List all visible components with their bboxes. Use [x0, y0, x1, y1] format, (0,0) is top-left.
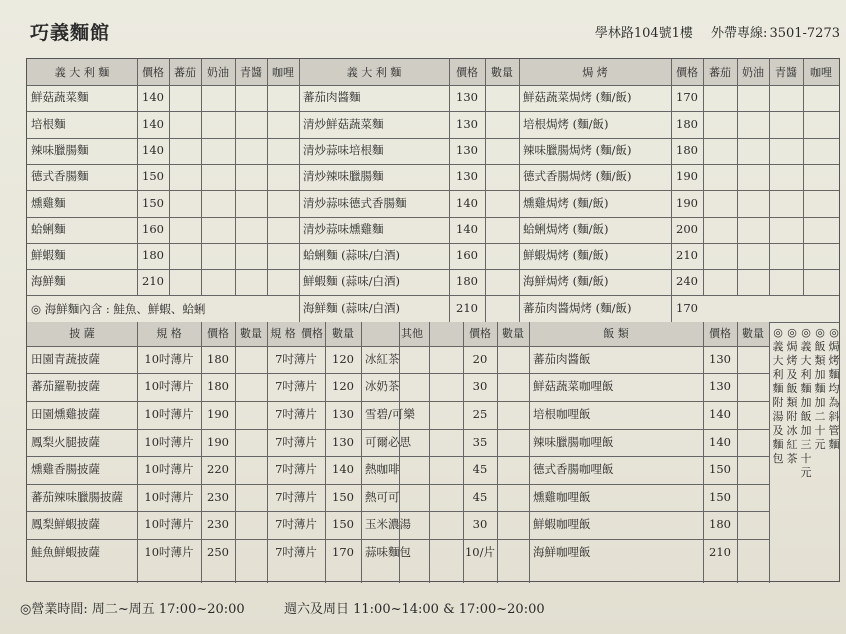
pasta2-header-1: 價格 [449, 59, 485, 85]
pizza-header-1: 規 格 [137, 322, 201, 346]
pizza-item-price-10: 230 [207, 517, 229, 532]
other-item-name: 冰奶茶 [365, 379, 400, 394]
grid-line [27, 295, 839, 296]
pizza-item-spec-10: 10吋薄片 [144, 379, 194, 394]
other-header-1: 價格 [463, 322, 497, 346]
pizza-item-price-7: 170 [332, 544, 354, 559]
rice-item-name: 辣味臘腸咖哩飯 [533, 434, 614, 449]
rice-item-name: 海鮮咖哩飯 [533, 544, 591, 559]
gratin-item-price: 240 [676, 274, 698, 289]
other-item-price: 45 [472, 489, 488, 504]
service-note: ◎義大利麵加飯加三十元 [800, 325, 812, 479]
gratin-item-price: 210 [676, 248, 698, 263]
pizza-item-spec-10: 10吋薄片 [144, 544, 194, 559]
gratin-header-2: 蕃茄 [703, 59, 737, 85]
grid-line [703, 59, 704, 295]
gratin-header-3: 奶油 [737, 59, 769, 85]
pasta2-item-price: 180 [456, 274, 478, 289]
pasta1-header-2: 蕃茄 [169, 59, 201, 85]
pizza-item-spec-10: 10吋薄片 [144, 406, 194, 421]
gratin-item-name: 燻雞焗烤 (麵/飯) [523, 195, 609, 210]
gratin-item-price: 180 [676, 116, 698, 131]
pizza-header-4: 規 格 [267, 322, 299, 346]
grid-line [803, 59, 804, 295]
rice-header-0: 飯 類 [529, 322, 703, 346]
pasta2-item-name: 鮮蝦麵 (蒜味/白酒) [303, 274, 401, 289]
gratin-item-name: 辣味臘腸焗烤 (麵/飯) [523, 142, 632, 157]
shop-name: 巧義麵館 [30, 22, 111, 44]
pasta1-header-4: 青醬 [235, 59, 267, 85]
phone-number: 3501-7273 [769, 26, 840, 41]
grid-line [27, 85, 839, 86]
gratin-item-price: 190 [676, 195, 698, 210]
rice-item-price: 140 [709, 434, 731, 449]
pasta1-header-1: 價格 [137, 59, 169, 85]
grid-line [399, 322, 400, 583]
pasta1-item-price: 150 [142, 195, 164, 210]
pizza-item-spec-7: 7吋薄片 [275, 489, 317, 504]
grid-line [529, 322, 530, 583]
pizza-item-price-10: 180 [207, 379, 229, 394]
gratin-item-name: 鮮蝦焗烤 (麵/飯) [523, 248, 609, 263]
pasta1-header-5: 咖哩 [267, 59, 299, 85]
pasta2-item-name: 清炒蒜味燻雞麵 [303, 221, 384, 236]
pasta2-item-price: 130 [456, 169, 478, 184]
service-note: ◎焗烤麵均為斜管麵 [828, 325, 840, 451]
rice-item-price: 150 [709, 489, 731, 504]
grid-line [27, 346, 769, 347]
grid-line [519, 59, 520, 322]
hours-weekend: 週六及周日 11:00~14:00 & 17:00~20:00 [284, 602, 545, 617]
pasta2-item-name: 清炒鮮菇蔬菜麵 [303, 116, 384, 131]
pizza-item-name: 蕃茄羅勒披薩 [31, 379, 100, 394]
pizza-item-spec-10: 10吋薄片 [144, 351, 194, 366]
rice-item-name: 培根咖哩飯 [533, 406, 591, 421]
rice-item-name: 蕃茄肉醬飯 [533, 351, 591, 366]
pizza-item-spec-7: 7吋薄片 [275, 351, 317, 366]
pasta1-item-price: 180 [142, 248, 164, 263]
grid-line [27, 484, 769, 485]
pizza-item-name: 鳳梨火腿披薩 [31, 434, 100, 449]
pizza-item-name: 鳳梨鮮蝦披薩 [31, 517, 100, 532]
shop-address: 學林路104號1樓 [594, 26, 693, 41]
other-item-name: 玉米濃湯 [365, 517, 411, 532]
gratin-header-1: 價格 [671, 59, 703, 85]
gratin-item-name: 蛤蜊焗烤 (麵/飯) [523, 221, 609, 236]
grid-line [463, 322, 464, 583]
pasta2-item-price: 130 [456, 142, 478, 157]
pasta1-item-name: 德式香腸麵 [31, 169, 89, 184]
pizza-item-spec-10: 10吋薄片 [144, 434, 194, 449]
gratin-item-name: 德式香腸焗烤 (麵/飯) [523, 169, 632, 184]
pasta1-item-name: 鮮蝦麵 [31, 248, 66, 263]
grid-line [27, 164, 839, 165]
grid-line [27, 269, 839, 270]
grid-line [27, 243, 839, 244]
pizza-item-spec-7: 7吋薄片 [275, 406, 317, 421]
grid-line [27, 511, 769, 512]
grid-line [267, 322, 268, 583]
gratin-header-5: 咖哩 [803, 59, 839, 85]
other-item-name: 雪碧/可樂 [365, 406, 415, 421]
grid-line [27, 456, 769, 457]
pasta1-item-price: 160 [142, 221, 164, 236]
pasta1-item-price: 140 [142, 116, 164, 131]
rice-item-price: 180 [709, 517, 731, 532]
pizza-item-name: 田園青蔬披薩 [31, 351, 100, 366]
pasta2-item-price: 210 [456, 300, 478, 315]
gratin-item-name: 鮮菇蔬菜焗烤 (麵/飯) [523, 90, 632, 105]
other-item-name: 可爾必思 [365, 434, 411, 449]
pasta1-item-name: 燻雞麵 [31, 195, 66, 210]
grid-line [27, 138, 839, 139]
gratin-item-name: 海鮮焗烤 (麵/飯) [523, 274, 609, 289]
pizza-item-price-10: 190 [207, 406, 229, 421]
pasta1-item-name: 培根麵 [31, 116, 66, 131]
pizza-header-2: 價格 [201, 322, 235, 346]
pasta2-item-price: 140 [456, 221, 478, 236]
pasta1-item-name: 辣味臘腸麵 [31, 142, 89, 157]
grid-line [235, 322, 236, 583]
grid-line [27, 401, 769, 402]
pizza-item-spec-7: 7吋薄片 [275, 462, 317, 477]
pizza-header-6: 數量 [325, 322, 361, 346]
pasta1-item-name: 海鮮麵 [31, 274, 66, 289]
gratin-item-name: 培根焗烤 (麵/飯) [523, 116, 609, 131]
rice-item-name: 燻雞咖哩飯 [533, 489, 591, 504]
pizza-item-name: 蕃茄辣味臘腸披薩 [31, 489, 123, 504]
other-item-price: 20 [472, 351, 488, 366]
pasta2-item-price: 140 [456, 195, 478, 210]
grid-line [449, 59, 450, 322]
gratin-header-4: 青醬 [769, 59, 803, 85]
grid-line [485, 59, 486, 322]
grid-line [497, 322, 498, 583]
pizza-item-name: 燻雞香腸披薩 [31, 462, 100, 477]
other-item-name: 蒜味麵包 [365, 544, 411, 559]
rice-item-price: 130 [709, 379, 731, 394]
pasta1-item-name: 蛤蜊麵 [31, 221, 66, 236]
pizza-item-price-7: 130 [332, 434, 354, 449]
grid-line [137, 322, 138, 583]
pasta1-item-price: 150 [142, 169, 164, 184]
rice-item-name: 德式香腸咖哩飯 [533, 462, 614, 477]
grid-line [201, 322, 202, 583]
other-item-price: 30 [472, 379, 488, 394]
other-header-2: 數量 [497, 322, 529, 346]
gratin-item-price: 180 [676, 142, 698, 157]
pasta1-item-price: 140 [142, 90, 164, 105]
pasta2-item-price: 130 [456, 116, 478, 131]
grid-line [201, 59, 202, 295]
grid-line [703, 322, 704, 583]
gratin-item-name: 蕃茄肉醬焗烤 (麵/飯) [523, 300, 632, 315]
pizza-item-price-7: 140 [332, 462, 354, 477]
gratin-header-0: 焗 烤 [519, 59, 671, 85]
pasta1-note: ◎ 海鮮麵內含 : 鮭魚、鮮蝦、蛤蜊 [31, 301, 206, 316]
pizza-item-price-7: 120 [332, 351, 354, 366]
grid-line [737, 59, 738, 295]
pizza-item-spec-10: 10吋薄片 [144, 462, 194, 477]
pasta1-header-0: 義 大 利 麵 [27, 59, 137, 85]
pizza-item-price-10: 230 [207, 489, 229, 504]
grid-line [27, 217, 839, 218]
grid-line [325, 322, 326, 583]
rice-item-price: 140 [709, 406, 731, 421]
pizza-item-name: 鮭魚鮮蝦披薩 [31, 544, 100, 559]
pasta2-header-0: 義 大 利 麵 [299, 59, 449, 85]
rice-item-name: 鮮蝦咖哩飯 [533, 517, 591, 532]
pasta2-item-name: 蛤蜊麵 (蒜味/白酒) [303, 248, 401, 263]
pizza-header-3: 數量 [235, 322, 267, 346]
pasta1-item-price: 210 [142, 274, 164, 289]
grid-line [361, 322, 362, 583]
pizza-item-price-10: 220 [207, 462, 229, 477]
service-note: ◎焗烤及飯類附冰紅茶 [786, 325, 798, 465]
pizza-item-price-7: 120 [332, 379, 354, 394]
pizza-item-spec-10: 10吋薄片 [144, 489, 194, 504]
service-note: ◎義大利麵附湯及麵包 [772, 325, 784, 465]
other-item-price: 25 [472, 406, 488, 421]
other-item-price: 35 [472, 434, 488, 449]
pizza-header-0: 披 薩 [27, 322, 137, 346]
pasta1-item-name: 鮮菇蔬菜麵 [31, 90, 89, 105]
grid-line [27, 190, 839, 191]
pasta2-item-name: 蕃茄肉醬麵 [303, 90, 361, 105]
pizza-item-name: 田園燻雞披薩 [31, 406, 100, 421]
grid-line [27, 429, 769, 430]
pasta1-header-3: 奶油 [201, 59, 235, 85]
grid-line [27, 111, 839, 112]
pasta2-item-name: 清炒辣味臘腸麵 [303, 169, 384, 184]
grid-line [267, 59, 268, 295]
grid-line [27, 373, 769, 374]
pasta2-item-name: 海鮮麵 (蒜味/白酒) [303, 300, 401, 315]
grid-line [299, 59, 300, 322]
shop-contact [581, 22, 840, 41]
pizza-item-price-10: 190 [207, 434, 229, 449]
rice-header-1: 價格 [703, 322, 737, 346]
rice-item-name: 鮮菇蔬菜咖哩飯 [533, 379, 614, 394]
menu-table [26, 58, 840, 582]
pasta2-item-price: 160 [456, 248, 478, 263]
service-note: ◎飯類加麵加二十元 [814, 325, 826, 451]
other-header-0: 其他 [361, 322, 463, 346]
pizza-item-price-7: 150 [332, 489, 354, 504]
grid-line [737, 322, 738, 583]
pizza-item-price-7: 150 [332, 517, 354, 532]
pasta1-item-price: 140 [142, 142, 164, 157]
rice-item-price: 210 [709, 544, 731, 559]
hours-weekday: ◎營業時間: 周二~周五 17:00~20:00 [20, 602, 245, 617]
other-item-name: 熱可可 [365, 489, 400, 504]
pizza-item-price-10: 180 [207, 351, 229, 366]
grid-line [769, 59, 770, 295]
grid-line [169, 59, 170, 295]
pasta2-item-name: 清炒蒜味德式香腸麵 [303, 195, 407, 210]
pasta2-header-2: 數量 [485, 59, 519, 85]
pizza-item-spec-10: 10吋薄片 [144, 517, 194, 532]
rice-item-price: 150 [709, 462, 731, 477]
pizza-item-spec-7: 7吋薄片 [275, 434, 317, 449]
other-item-price: 10/片 [464, 544, 495, 559]
pizza-item-spec-7: 7吋薄片 [275, 517, 317, 532]
grid-line [27, 539, 769, 540]
gratin-item-price: 190 [676, 169, 698, 184]
phone-label: 外帶專線: [711, 26, 768, 41]
pizza-item-spec-7: 7吋薄片 [275, 544, 317, 559]
grid-line [235, 59, 236, 295]
gratin-item-price: 170 [676, 90, 698, 105]
pizza-header-5: 價格 [299, 322, 325, 346]
pizza-item-spec-7: 7吋薄片 [275, 379, 317, 394]
grid-line [671, 59, 672, 322]
pasta2-item-price: 130 [456, 90, 478, 105]
other-item-price: 30 [472, 517, 488, 532]
pasta2-item-name: 清炒蒜味培根麵 [303, 142, 384, 157]
grid-line [769, 322, 770, 583]
other-item-price: 45 [472, 462, 488, 477]
rice-header-2: 數量 [737, 322, 769, 346]
pizza-item-price-10: 250 [207, 544, 229, 559]
grid-line [137, 59, 138, 295]
other-item-name: 冰紅茶 [365, 351, 400, 366]
rice-item-price: 130 [709, 351, 731, 366]
other-item-name: 熱咖啡 [365, 462, 400, 477]
pizza-item-price-7: 130 [332, 406, 354, 421]
grid-line [429, 322, 430, 583]
gratin-item-price: 200 [676, 221, 698, 236]
gratin-item-price: 170 [676, 300, 698, 315]
